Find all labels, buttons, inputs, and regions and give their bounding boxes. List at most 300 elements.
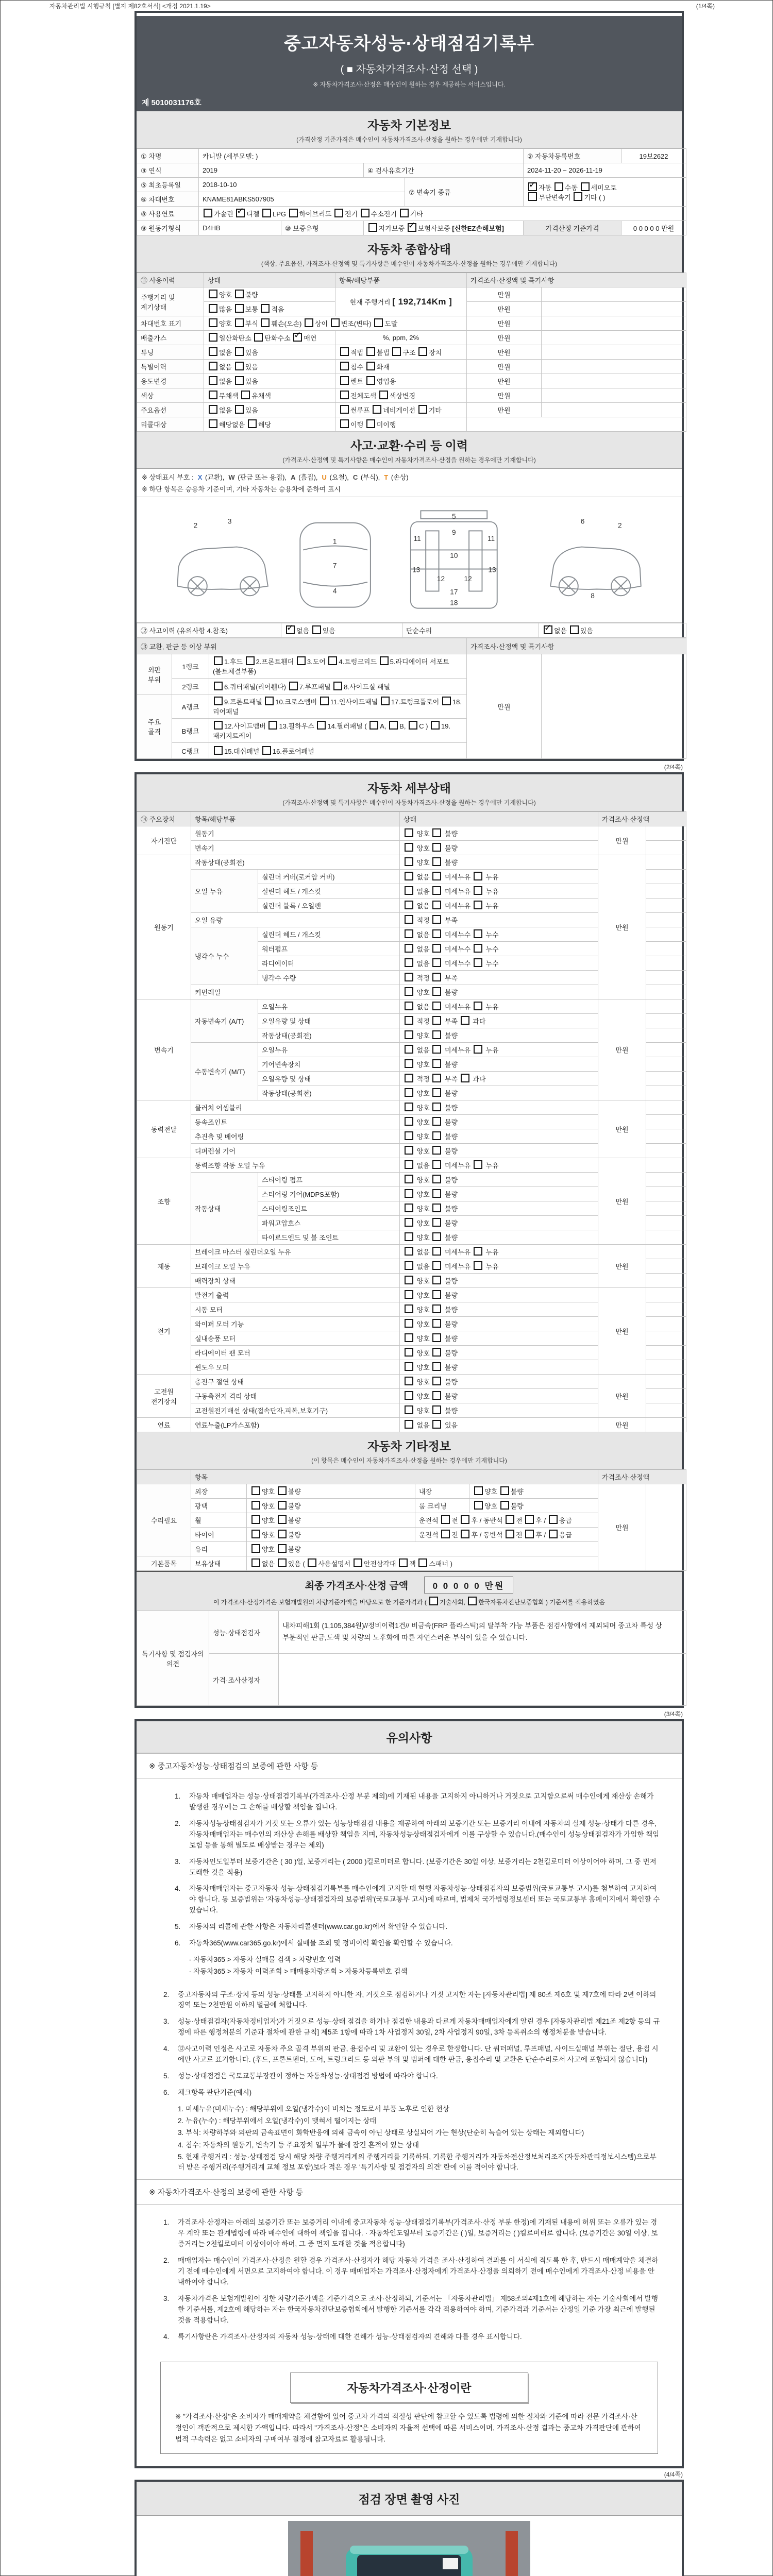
notice-item	[175, 1819, 660, 1851]
polish-label: 광택	[191, 1499, 247, 1513]
accident-band	[137, 432, 682, 469]
remark-cell	[646, 1360, 686, 1375]
price-cell: 만원	[467, 287, 542, 302]
checkbox	[405, 1189, 413, 1198]
checkbox	[251, 1486, 260, 1495]
status-options: 양호 불량	[400, 1100, 598, 1115]
checkbox	[251, 1558, 260, 1567]
checkbox	[432, 1189, 441, 1198]
final-price-label: 최종 가격조사·산정 금액	[305, 1581, 409, 1591]
first-reg-label: ⑤ 최초등록일	[137, 178, 199, 192]
item-label: 와이퍼 모터 기능	[191, 1317, 400, 1331]
item-label: 브레이크 마스터 실린더오일 누유	[191, 1245, 400, 1259]
checkbox	[392, 347, 401, 356]
checkbox	[405, 958, 413, 967]
item-label: 타이로드엔드 및 볼 조인트	[258, 1230, 400, 1245]
diagram-number: 1	[332, 537, 337, 546]
diagram-number: 9	[452, 529, 456, 537]
diagram-number: 11	[413, 534, 421, 543]
checkbox	[474, 1247, 482, 1256]
item-label: 실내송풍 모터	[191, 1331, 400, 1346]
checkbox	[235, 318, 244, 327]
notice-number: 6.	[163, 2089, 170, 2097]
checkbox	[399, 1558, 408, 1567]
inspection-photo-front	[288, 2521, 530, 2576]
checkbox	[214, 656, 223, 665]
remark-cell	[467, 417, 686, 432]
table-header-row	[137, 1470, 686, 1484]
checkbox	[528, 182, 537, 191]
checkbox	[474, 929, 482, 938]
diagram-number: 2	[617, 521, 622, 530]
checkbox	[236, 209, 245, 217]
checkbox	[400, 209, 409, 217]
glass-label: 유리	[191, 1542, 247, 1556]
notices-list-a	[137, 1778, 682, 1984]
etc-table	[137, 1469, 686, 1571]
checkbox	[432, 1204, 441, 1212]
checkbox	[474, 886, 482, 895]
remark-cell	[646, 1230, 686, 1245]
remark-cell	[646, 985, 686, 999]
notice-text: 자동차가격은 보험개발원이 정한 차량기준가액을 기준가격으로 조사·산정하되, 기준서는 「자동차관리법」 제58조의4제1호에 해당하는 자는 기술사회에서 발행한 기준서를, 제2호에 해당하는 자는 한국자동차진단보증협회에서 발행한 기준서를 각각 적용하여야 하며, 기준가격과 기준서는 산정일 기준 가장 최근에 발행된 것을 적용합니다.	[178, 2294, 658, 2324]
engine-type-value: D4HB	[199, 221, 281, 235]
subgroup-label: 냉각수 누수	[191, 927, 258, 985]
table-row	[137, 1654, 686, 1706]
status-code: A	[291, 473, 296, 481]
notice-text: 성능·상태점검자(자동차정비업자)가 거짓으로 성능·상태 점검을 하거나 점검한 내용과 다르게 자동차매매업자에게 알린 경우 [자동차관리법 제21조 제2항 등의 규정에 따른 행정처분의 기준과 절차에 관한 규칙] 제5조 1항에 따라 1차 사업정지 30일, 2차 사업정지 90일, 3차 등록취소의 행정처분을 받습니다.	[178, 2018, 660, 2037]
checkbox	[340, 362, 349, 370]
recall-status: 해당없음 해당	[204, 417, 335, 432]
status-options: 양호 불량	[400, 1230, 598, 1245]
remark-cell	[646, 942, 686, 956]
notice-item	[163, 2294, 660, 2326]
report-subtitle: ( ■ 자동차가격조사·산정 선택 )	[340, 64, 478, 75]
item-label: 라디에이터	[258, 956, 400, 971]
warranty-type-value	[364, 221, 524, 235]
item-label: 오일유량 및 상태	[258, 1014, 400, 1028]
price-cell: 만원	[598, 826, 646, 855]
price-cell: 만원	[467, 345, 542, 360]
checkbox	[209, 290, 217, 298]
diagram-number: 12	[436, 574, 445, 583]
status-options: 양호 불량	[400, 1187, 598, 1201]
warranty-type-label: ⑩ 보증유형	[281, 221, 364, 235]
notice-number: 2.	[163, 1990, 170, 1998]
status-options: 없음 미세누수 누수	[400, 956, 598, 971]
table-row	[137, 826, 686, 841]
status-options: 없음 미세누유 누유	[400, 1158, 598, 1173]
notice-item	[163, 2016, 660, 2038]
special-history-status: 없음 있음	[204, 360, 335, 374]
checkbox	[432, 1218, 441, 1227]
remark-cell	[542, 316, 686, 331]
checkbox	[506, 1530, 514, 1538]
diagram-number: 3	[227, 517, 232, 526]
emission-status: 일산화탄소 탄화수소 ✓매연	[204, 331, 335, 345]
notice-number: 4.	[163, 2045, 170, 2053]
remark-cell	[646, 1288, 686, 1302]
checkbox	[405, 1160, 413, 1169]
checkbox	[305, 318, 313, 327]
checkbox	[254, 333, 263, 342]
checkbox	[405, 1304, 413, 1313]
recall-detail: 이행 미이행	[335, 417, 467, 432]
emission-label: 배출가스	[137, 331, 204, 345]
usage-change-label: 용도변경	[137, 374, 204, 388]
status-options: 양호 불량	[400, 1086, 598, 1100]
checkbox	[432, 1131, 441, 1140]
remark-cell	[646, 956, 686, 971]
notice-item	[175, 1791, 660, 1813]
status-code: X	[197, 473, 203, 481]
checkbox	[293, 333, 302, 342]
checkbox	[331, 318, 340, 327]
status-options: 없음 있음	[400, 1418, 598, 1432]
checkbox	[246, 656, 255, 665]
checkbox	[235, 290, 244, 298]
remark-cell	[646, 1201, 686, 1216]
checkbox	[418, 405, 427, 414]
status-options: 양호 불량	[400, 1173, 598, 1187]
item-label: 작동상태(공회전)	[258, 1086, 400, 1100]
exterior-status: 양호 불량	[247, 1484, 415, 1499]
notice-text: 자동차 매매업자는 성능·상태점검기록부(가격조사·산정 부분 제외)에 기재된 내용을 고지하지 아니하거나 거짓으로 고지함으로써 매수인에게 재산상 손해가 발생한 경우에는 그 손해를 배상할 책임을 집니다.	[189, 1792, 654, 1811]
status-options: 없음 미세누유 누유	[400, 884, 598, 899]
remark-cell	[542, 374, 686, 388]
notice-item	[163, 2071, 660, 2082]
status-options: 양호 불량	[400, 826, 598, 841]
checkbox	[268, 721, 277, 730]
diagram-number: 10	[450, 552, 458, 560]
checkbox	[235, 304, 244, 313]
checkbox	[214, 697, 223, 705]
checkbox	[474, 1501, 483, 1510]
checkbox	[432, 843, 441, 852]
checkbox	[432, 1304, 441, 1313]
option-status: 없음 있음	[204, 403, 335, 417]
remark-cell	[542, 388, 686, 403]
basic-items-status: 없음 있음 ( 사용설명서 안전삼각대 잭 스패너 )	[247, 1556, 598, 1571]
checkbox	[340, 405, 349, 414]
price-cell: 만원	[467, 331, 542, 345]
table-row	[137, 1158, 686, 1173]
notice-text: 자동차인도일부터 보증기간은 ( 30 )일, 보증거리는 ( 2000 )킬로미터로 합니다. (보증기간은 30일 이상, 보증거리는 2천킬로미터 이상이어야 하며, 그 중 먼저 도래한 것을 적용)	[189, 1857, 657, 1876]
checkbox	[278, 1530, 287, 1538]
remark-cell	[646, 1129, 686, 1144]
checkbox	[405, 1117, 413, 1126]
item-label: 구동축전지 격리 상태	[191, 1389, 400, 1403]
color-label: 색상	[137, 388, 204, 403]
checkbox	[432, 958, 441, 967]
checkbox	[405, 1377, 413, 1385]
table-row	[137, 417, 686, 432]
checkbox	[581, 182, 590, 191]
checkbox	[432, 1232, 441, 1241]
status-options: 양호 불량	[400, 1331, 598, 1346]
appraiser-label: 가격·조사산정자	[209, 1654, 279, 1706]
usage-change-status: 없음 있음	[204, 374, 335, 388]
notice-item	[163, 2256, 660, 2288]
vin-value: KNAME81ABKS507905	[199, 192, 405, 207]
checkbox	[432, 1059, 441, 1068]
wheel-label: 휠	[191, 1513, 247, 1528]
block-notices	[135, 1719, 684, 2468]
vin-mark-label: 차대번호 표기	[137, 316, 204, 331]
basic-items-label: 기본품목	[137, 1556, 191, 1571]
table-row	[137, 345, 686, 360]
status-options: 양호 불량	[400, 1028, 598, 1043]
device-label: 조향	[137, 1158, 191, 1245]
checkbox	[418, 347, 427, 356]
year-label: ③ 연식	[137, 163, 199, 178]
remark-cell	[646, 841, 686, 855]
notice-item	[175, 1938, 660, 1949]
item-label: 등속조인트	[191, 1115, 400, 1129]
status-code: T	[384, 473, 389, 481]
status-options: 없음 미세누수 누수	[400, 927, 598, 942]
checkbox	[432, 1160, 441, 1169]
etc-note: (이 항목은 매수인이 자동차가격조사·산정을 원하는 경우에만 기재합니다)	[311, 1457, 507, 1464]
notice-subitem: - 자동차365 > 자동차 실매물 검색 > 차량번호 입력	[189, 1956, 341, 1964]
item-label: 실린더 블록 / 오일팬	[258, 899, 400, 913]
item-label: 클러치 어셈블리	[191, 1100, 400, 1115]
notice-subitem: - 자동차365 > 자동차 이력조회 > 매매용차량조회 > 자동차등록번호 검색	[189, 1968, 408, 1976]
remark-cell	[646, 1057, 686, 1072]
checkbox	[500, 1501, 509, 1510]
checkbox	[409, 721, 417, 730]
rankB-label: B랭크	[172, 719, 209, 743]
checkbox	[432, 915, 441, 924]
checkbox	[405, 886, 413, 895]
basic-info-band	[137, 111, 682, 148]
status-options: 양호 불량	[400, 1115, 598, 1129]
basic-info-note: (가격산정 기준가격은 매수인이 자동차가격조사·산정을 원하는 경우에만 기재합니다)	[296, 136, 522, 143]
appraiser-comment	[279, 1654, 686, 1706]
block-page2	[135, 772, 684, 1708]
checkbox	[474, 872, 482, 880]
checkbox	[209, 304, 217, 313]
item-label: 오일유량 및 상태	[258, 1072, 400, 1086]
checkbox	[405, 901, 413, 909]
checkbox	[405, 1405, 413, 1414]
col-price2: 가격조사·산정액	[598, 812, 686, 826]
price-cell: 만원	[467, 374, 542, 388]
etc-col-price: 가격조사·산정액	[598, 1470, 686, 1484]
item-label: 냉각수 수량	[258, 971, 400, 985]
price-cell: 만원	[598, 1158, 646, 1245]
device-label: 고전원 전기장치	[137, 1375, 191, 1418]
checkbox	[500, 1486, 509, 1495]
color-detail: 전체도색 색상변경	[335, 388, 467, 403]
checkbox	[380, 656, 389, 665]
rankC-label: C랭크	[172, 743, 209, 759]
checkbox	[432, 886, 441, 895]
col-price: 가격조사·산정액 및 특기사항	[467, 273, 686, 287]
table-row	[137, 207, 686, 221]
remark-cell	[542, 287, 686, 302]
remark-cell	[646, 1317, 686, 1331]
checkbox	[432, 857, 441, 866]
form-reference: 자동차관리법 시행규칙 [별지 제82호서식] <개정 2021.1.19>	[49, 3, 211, 10]
mileage-part	[335, 287, 467, 316]
checkbox	[432, 1261, 441, 1270]
checkbox	[506, 1515, 514, 1524]
subgroup-label: 작동상태	[191, 1173, 258, 1245]
block-photos	[135, 2480, 684, 2576]
status-options: 없음 미세누수 누수	[400, 942, 598, 956]
item-label: 오일누유	[258, 999, 400, 1014]
wheel-status: 양호 불량	[247, 1513, 415, 1528]
special-history-label: 특별이력	[137, 360, 204, 374]
notice-number: 3.	[163, 2018, 170, 2026]
checkbox	[549, 1515, 558, 1524]
checkbox	[251, 1530, 260, 1538]
checkbox	[251, 1501, 260, 1510]
mileage-label: 주행거리 및 계기상태	[137, 287, 204, 316]
inspection-period-value: 2024-11-20 ~ 2026-11-19	[524, 163, 686, 178]
remark-cell	[542, 345, 686, 360]
status-options: 양호 불량	[400, 1375, 598, 1389]
item-label: 스티어링 기어(MDPS포함)	[258, 1187, 400, 1201]
notices-band	[137, 1721, 682, 1753]
checkbox	[474, 901, 482, 909]
col-part: 항목/해당부품	[335, 273, 467, 287]
checkbox	[405, 1088, 413, 1097]
checkbox	[366, 419, 375, 428]
item-label: 발전기 출력	[191, 1288, 400, 1302]
notice-text: 자동차성능상태점검자가 거짓 또는 오류가 있는 성능상태점검 내용을 제공하여 아래의 보증기간 또는 보증거리 이내에 자동차의 실제 성능·상태가 다른 경우, 자동차매매업자는 매수인의 재산상 손해를 배상할 책임을 지며, 자동차성능상태점검자에게 이를 구상할 수 있습니다.(매수인이 성능상태점검자가 가입한 책임보험 등을 통해 별도로 배상받는 경우는 제외)	[189, 1819, 660, 1849]
checkbox	[461, 1515, 469, 1524]
notice-text: 체크항목 판단기준(예시)	[178, 2089, 252, 2097]
checkbox	[474, 1160, 482, 1169]
table-row	[137, 1375, 686, 1389]
notice-item	[163, 2332, 660, 2343]
checkbox	[432, 1103, 441, 1111]
status-options: 양호 불량	[400, 1216, 598, 1230]
tuning-detail: 적법 불법 구조 장치	[335, 345, 467, 360]
checkbox	[405, 1232, 413, 1241]
diagram-number: 13	[488, 566, 496, 574]
checkbox	[432, 872, 441, 880]
checkbox	[432, 1146, 441, 1155]
remark-cell	[646, 1028, 686, 1043]
status-options: 없음 미세누유 누유	[400, 999, 598, 1014]
remarks-label: 특기사항 및 점검자의 의견	[137, 1611, 209, 1706]
checkbox	[405, 1348, 413, 1357]
checkbox	[431, 721, 440, 730]
notice-number: 4.	[175, 1885, 181, 1893]
checkbox	[418, 1558, 427, 1567]
notice-text: 특기사항란은 가격조사·산정자의 자동차 성능·상태에 대한 견해가 성능·상태점검자의 견해와 다를 경우 표시합니다.	[178, 2332, 522, 2341]
table-header-row	[137, 812, 686, 826]
item-label: 디퍼렌셜 기어	[191, 1144, 400, 1158]
diagram-number: 2	[193, 521, 198, 530]
checkbox	[461, 1016, 469, 1025]
option-detail: 썬루프 네비게이션 기타	[335, 403, 467, 417]
status-options: 양호 불량	[400, 1201, 598, 1216]
remark-cell	[646, 826, 686, 841]
checkbox	[405, 1016, 413, 1025]
checkbox	[432, 1074, 441, 1082]
table-row	[137, 1245, 686, 1259]
color-status: 무채색 유채색	[204, 388, 335, 403]
remark-cell	[646, 1302, 686, 1317]
checkbox	[328, 656, 337, 665]
notice-subitem: 4. 침수: 자동차의 원동기, 변속기 등 주요장치 일부가 물에 잠긴 흔적이 있는 상태	[178, 2141, 419, 2149]
warranty-insurer: [신한EZ손해보험]	[452, 225, 504, 232]
remark-cell	[646, 1115, 686, 1129]
price-cell: 만원	[467, 316, 542, 331]
checkbox	[235, 347, 244, 356]
remark-cell	[542, 302, 686, 316]
checkbox	[405, 1333, 413, 1342]
checkbox	[405, 843, 413, 852]
option-label: 주요옵션	[137, 403, 204, 417]
mileage-status-1: 양호 불량	[204, 287, 335, 302]
notices-head-1: ※ 중고자동차성능·상태점검의 보증에 관한 사항 등	[137, 1753, 682, 1778]
status-options: 양호 불량	[400, 1360, 598, 1375]
table-row	[137, 623, 686, 638]
etc-col-blank	[137, 1470, 191, 1484]
checkbox	[432, 1391, 441, 1400]
col-status: 상태	[204, 273, 335, 287]
checkbox	[554, 182, 563, 191]
checkbox	[441, 1515, 450, 1524]
remark-cell	[646, 1158, 686, 1173]
final-price-note: 이 가격조사·산정가격은 보험개발원의 차량기준가액을 바탕으로 한 기준가격과 ( 기술사회, 한국자동차진단보증협회 ) 기준서를 적용하였음	[137, 1597, 682, 1606]
checkbox	[278, 1558, 287, 1567]
tire-detail: 운전석 전 후 / 동반석 전 후 / 응급	[415, 1528, 598, 1542]
checkbox	[261, 304, 270, 313]
device-label: 원동기	[137, 855, 191, 999]
detail-table	[137, 811, 686, 1432]
remark-cell	[646, 1245, 686, 1259]
checkbox	[366, 347, 375, 356]
col-device: ⑭ 주요장치	[137, 812, 191, 826]
detail-note: (가격조사·산정액 및 특기사항은 매수인이 자동차가격조사·산정을 원하는 경우에만 기재합니다)	[282, 799, 536, 806]
checkbox	[405, 1131, 413, 1140]
status-options: 양호 불량	[400, 841, 598, 855]
checkbox	[405, 828, 413, 837]
checkbox	[340, 347, 349, 356]
document-number: 제 5010031176호	[142, 98, 201, 107]
checkbox	[381, 697, 390, 705]
notice-item	[163, 1990, 660, 2011]
etc-title: 자동차 기타정보	[367, 1439, 451, 1453]
remark-cell	[646, 971, 686, 985]
checkbox	[432, 987, 441, 996]
summary-note: (색상, 주요옵션, 가격조사·산정액 및 특기사항은 매수인이 자동차가격조사·산정을 원하는 경우에만 기재합니다)	[261, 260, 558, 267]
notice-item	[175, 1922, 660, 1933]
notice-item	[175, 1884, 660, 1916]
checkbox	[474, 1002, 482, 1010]
accident-note: (가격조사·산정액 및 특기사항은 매수인이 자동차가격조사·산정을 원하는 경우에만 기재합니다)	[282, 456, 536, 464]
notices-head-2: ※ 자동차가격조사·산정의 보증에 관한 사항 등	[137, 2179, 682, 2205]
device-label: 동력전달	[137, 1100, 191, 1158]
etc-band	[137, 1432, 682, 1469]
reg-no-label: ② 자동차등록번호	[524, 149, 621, 163]
status-code-desc: (교환),	[203, 473, 225, 481]
checkbox	[389, 721, 398, 730]
remark-cell	[646, 1043, 686, 1057]
basic-info-table	[137, 148, 686, 235]
checkbox	[461, 1530, 469, 1538]
checkbox	[308, 1558, 316, 1567]
item-label: 윈도우 모터	[191, 1360, 400, 1375]
checkbox	[405, 1204, 413, 1212]
inspector-label: 성능·상태점검자	[209, 1611, 279, 1654]
